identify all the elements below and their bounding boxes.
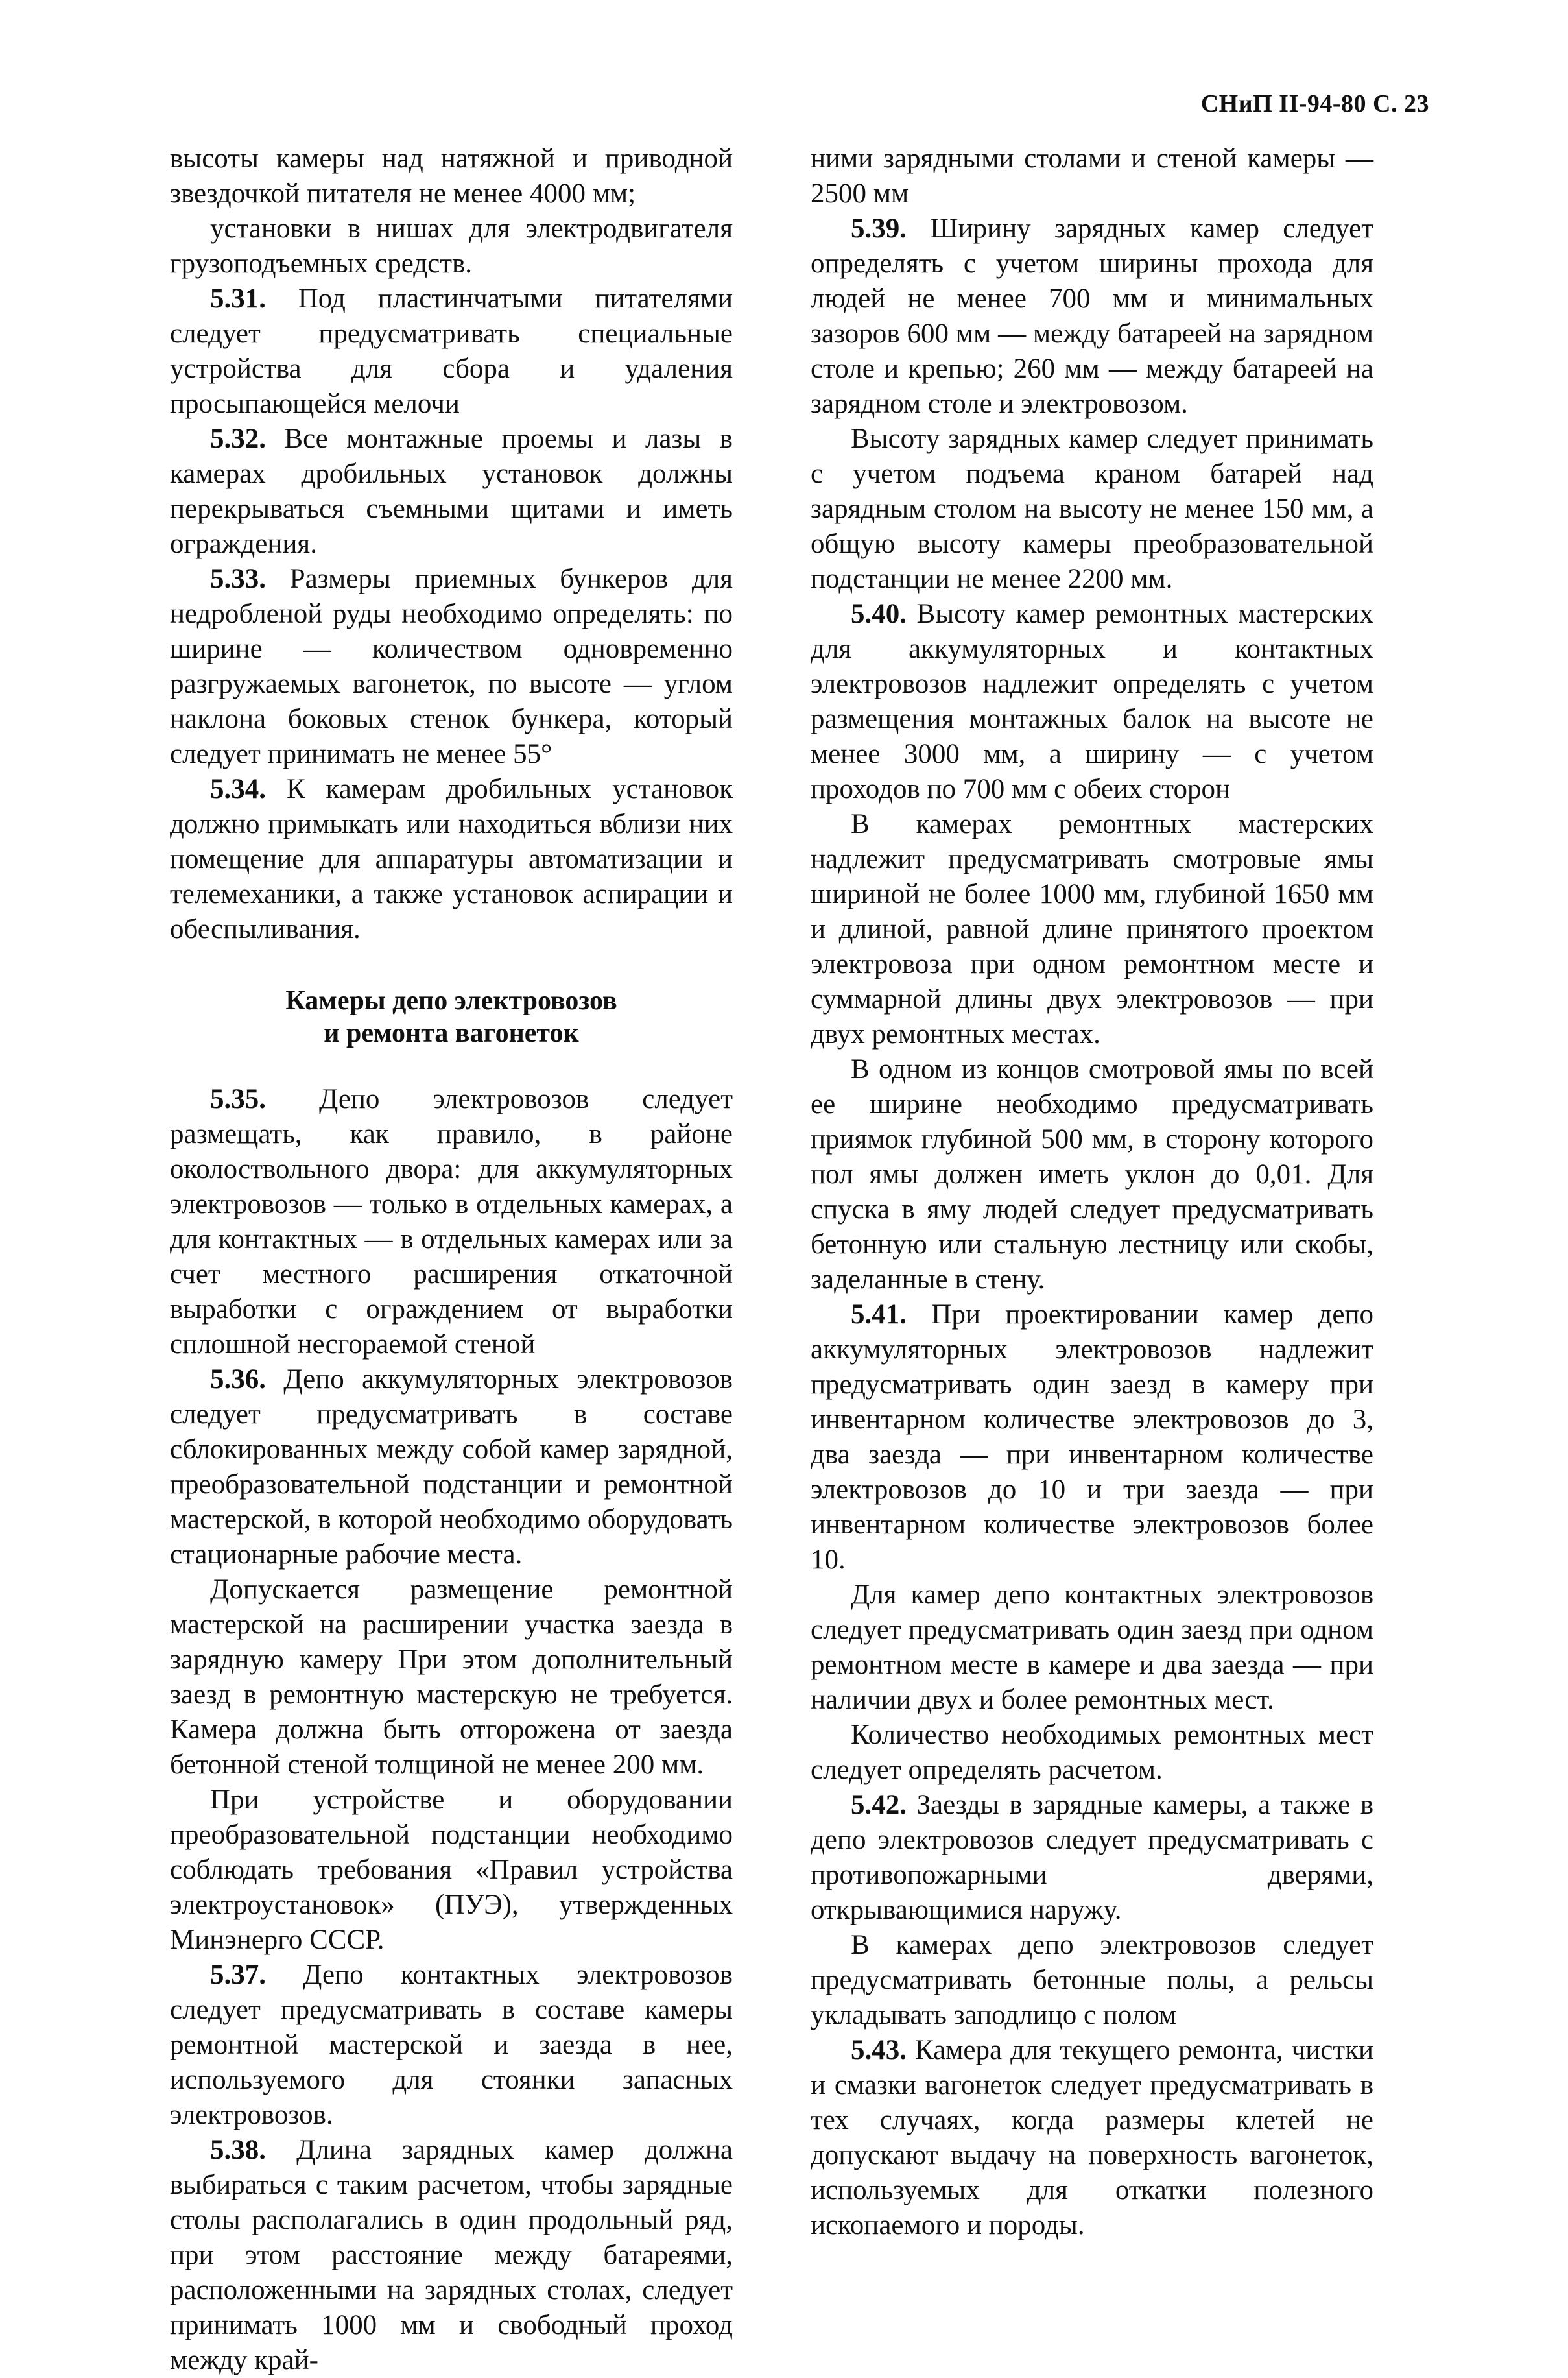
paragraph: Для камер депо контактных электровозов следует предусматривать один заезд при одном ремонтном месте в камере и два заезда — при наличии двух и более ремонтных мест.: [811, 1579, 1373, 1715]
clause-5-35: [170, 1082, 733, 1362]
clause-number: 5.42.: [851, 1790, 907, 1820]
clause-5-33: [170, 562, 733, 772]
clause-number: 5.34.: [210, 774, 266, 804]
clause-5-32: [170, 422, 733, 562]
paragraph: Допускается размещение ремонтной мастерской на расширении участка заезда в зарядную камеру При этом дополнительный заезд в ремонтную мастерскую не требуется. Камера должна быть отгорожена от заезда бетонной стеной толщиной не менее 200 мм.: [170, 1574, 733, 1780]
clause-text: Камера для текущего ремонта, чистки и смазки вагонеток следует предусматривать в тех случаях, когда размеры клетей не допускают выдачу на поверхность вагонеток, используемых для откатки полезного ископаемого и породы.: [811, 2035, 1373, 2240]
clause-5-37: [170, 1958, 733, 2133]
clause-text: Заезды в зарядные камеры, а также в депо электровозов следует предусматривать с противопожарными дверями, открывающимися наружу.: [811, 1790, 1373, 1925]
section-heading: [170, 985, 733, 1050]
clause-text: Размеры приемных бункеров для недробленой руды необходимо определять: по ширине — количеством одновременно разгружаемых вагонеток, по высоте — углом наклона боковых стенок бункера, который следует принимать не менее 55°: [170, 564, 733, 769]
clause-text: Депо электровозов следует размещать, как правило, в районе околоствольного двора: для аккумуляторных электровозов — только в отдельных камерах, а для контактных — в отдельных камерах или за счет местного расширения откаточной выработки с ограждением от выработки сплошной несгораемой стеной: [170, 1084, 733, 1360]
paragraph: В камерах ремонтных мастерских надлежит предусматривать смотровые ямы шириной не более 1000 мм, глубиной 1650 мм и длиной, равной длине принятого проектом электровоза при одном ремонтном месте и суммарной длины двух электровозов — при двух ремонтных местах.: [811, 809, 1373, 1050]
paragraph: В камерах депо электровозов следует предусматривать бетонные полы, а рельсы укладывать заподлицо с полом: [811, 1930, 1373, 2030]
clause-number: 5.37.: [210, 1960, 266, 1990]
left-column: [170, 141, 733, 2378]
clause-5-39: [811, 211, 1373, 422]
page-header: СНиП II-94-80 С. 23: [1200, 90, 1429, 117]
clause-number: 5.36.: [210, 1364, 266, 1395]
paragraph: В одном из концов смотровой ямы по всей ее ширине необходимо предусматривать приямок глубиной 500 мм, в сторону которого пол ямы должен иметь уклон до 0,01. Для спуска в яму людей следует предусматривать бетонную или стальную лестницу или скобы, заделанные в стену.: [811, 1054, 1373, 1295]
paragraph: высоты камеры над натяжной и приводной звездочкой питателя не менее 4000 мм;: [170, 143, 733, 209]
clause-text: Длина зарядных камер должна выбираться с таким расчетом, чтобы зарядные столы располагались в один продольный ряд, при этом расстояние между батареями, расположенными на зарядных столах, следует принимать 1000 мм и свободный проход между край-: [170, 2135, 733, 2375]
clause-5-41: [811, 1297, 1373, 1578]
paragraph: Количество необходимых ремонтных мест следует определять расчетом.: [811, 1720, 1373, 1785]
clause-number: 5.41.: [851, 1299, 907, 1330]
clause-5-34: [170, 772, 733, 947]
right-column: [811, 141, 1373, 2243]
paragraph: При устройстве и оборудовании преобразовательной подстанции необходимо соблюдать требования «Правил устройства электроустановок» (ПУЭ), утвержденных Минэнерго СССР.: [170, 1784, 733, 1955]
paragraph: ними зарядными столами и стеной камеры — 2500 мм: [811, 143, 1373, 209]
clause-number: 5.43.: [851, 2035, 907, 2065]
section-heading-line: и ремонта вагонеток: [324, 1018, 579, 1048]
clause-number: 5.39.: [851, 213, 907, 244]
clause-5-40: [811, 597, 1373, 807]
paragraph: Высоту зарядных камер следует принимать с учетом подъема краном батарей над зарядным столом на высоту не менее 150 мм, а общую высоту камеры преобразовательной подстанции не менее 2200 мм.: [811, 424, 1373, 594]
clause-text: Под пластинчатыми питателями следует предусматривать специальные устройства для сбора и удаления просыпающейся мелочи: [170, 283, 733, 419]
section-heading-line: Камеры депо электровозов: [285, 986, 617, 1016]
paragraph: установки в нишах для электродвигателя грузоподъемных средств.: [170, 213, 733, 279]
clause-text: Депо контактных электровозов следует предусматривать в составе камеры ремонтной мастерской и заезда в нее, используемого для стоянки запасных электровозов.: [170, 1960, 733, 2130]
clause-5-38: [170, 2133, 733, 2378]
clause-text: К камерам дробильных установок должно примыкать или находиться вблизи них помещение для аппаратуры автоматизации и телемеханики, а также установок аспирации и обеспыливания.: [170, 774, 733, 944]
clause-5-43: [811, 2033, 1373, 2243]
clause-number: 5.40.: [851, 599, 907, 629]
clause-number: 5.32.: [210, 424, 266, 454]
clause-text: При проектировании камер депо аккумуляторных электровозов надлежит предусматривать один заезд в камеру при инвентарном количестве электровозов до 3, два заезда — при инвентарном количестве электровозов до 10 и три заезда — при инвентарном количестве электровозов более 10.: [811, 1299, 1373, 1575]
clause-number: 5.38.: [210, 2135, 266, 2165]
clause-number: 5.31.: [210, 283, 266, 314]
clause-text: Все монтажные проемы и лазы в камерах дробильных установок должны перекрываться съемными щитами и иметь ограждения.: [170, 424, 733, 559]
clause-number: 5.35.: [210, 1084, 266, 1114]
clause-text: Ширину зарядных камер следует определять с учетом ширины прохода для людей не менее 700 мм и минимальных зазоров 600 мм — между батареей на зарядном столе и крепью; 260 мм — между батареей на зарядном столе и электровозом.: [811, 213, 1373, 419]
clause-text: Депо аккумуляторных электровозов следует предусматривать в составе сблокированных между собой камер зарядной, преобразовательной подстанции и ремонтной мастерской, в которой необходимо оборудовать стационарные рабочие места.: [170, 1364, 733, 1570]
clause-5-42: [811, 1788, 1373, 1928]
clause-5-36: [170, 1362, 733, 1572]
clause-text: Высоту камер ремонтных мастерских для аккумуляторных и контактных электровозов надлежит определять с учетом размещения монтажных балок на высоте не менее 3000 мм, а ширину — с учетом проходов по 700 мм с обеих сторон: [811, 599, 1373, 804]
clause-5-31: [170, 282, 733, 422]
clause-number: 5.33.: [210, 564, 266, 594]
